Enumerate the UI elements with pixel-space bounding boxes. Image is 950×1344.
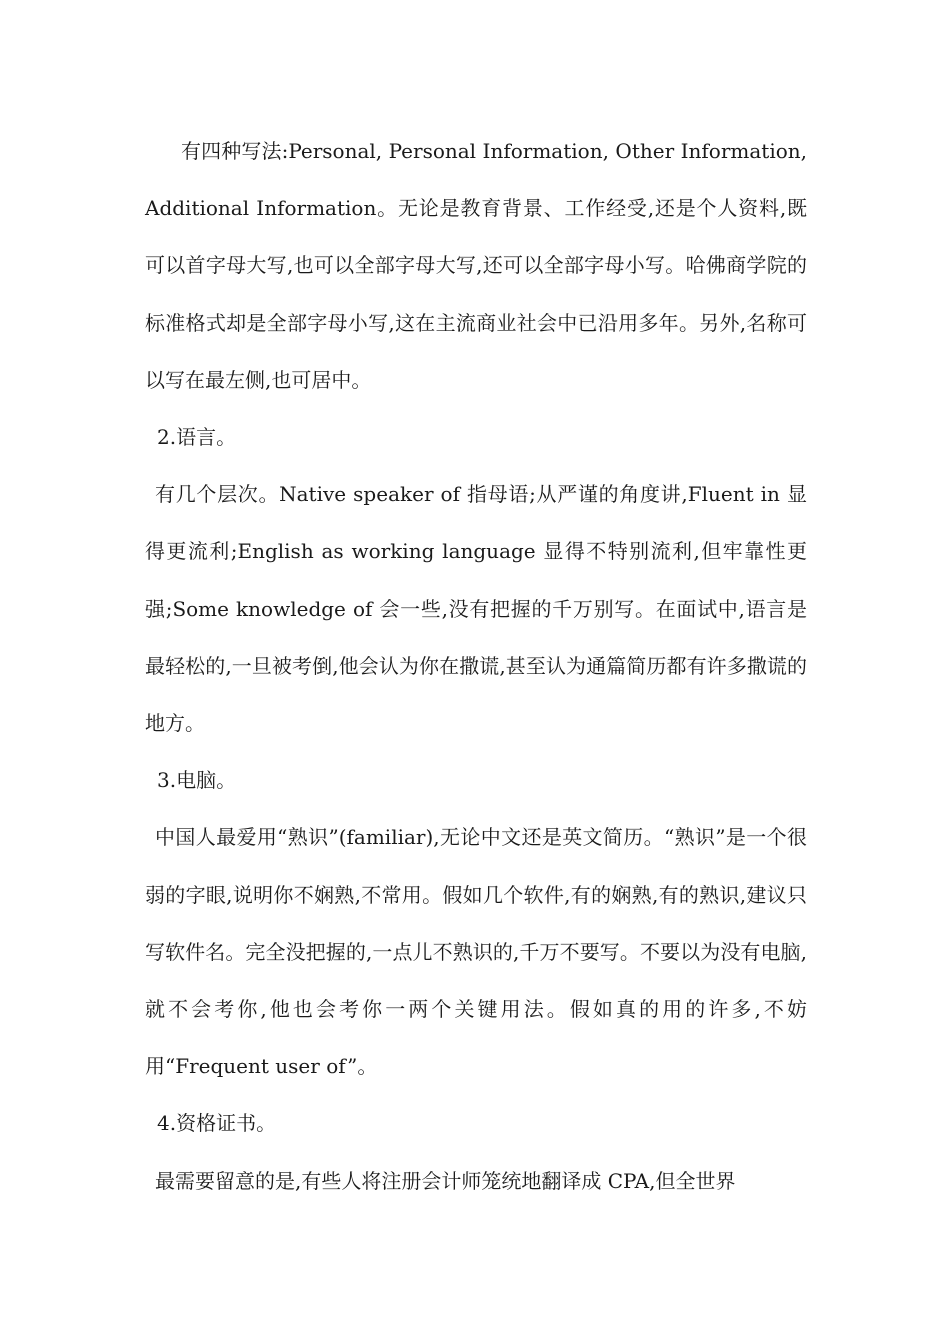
- paragraph-language-levels: 有几个层次。Native speaker of 指母语;从严谨的角度讲,Fluent in 显得更流利;English as working language 显得不特别流利,但牢靠性更强;Some knowledge of 会一些,没有把握的千万别写。在面试中,语言是最轻松的,一旦被考倒,他会认为你在撒谎,甚至认为通篇简历都有许多撒谎的地方。: [145, 482, 807, 736]
- paragraph-computer-skills: 中国人最爱用“熟识”(familiar),无论中文还是英文简历。“熟识”是一个很弱的字眼,说明你不娴熟,不常用。假如几个软件,有的娴熟,有的熟识,建议只写软件名。完全没把握的,一点儿不熟识的,千万不要写。不要以为没有电脑,就不会考你,他也会考你一两个关键用法。假如真的用的许多,不妨用“Frequent user of”。: [145, 825, 807, 1079]
- paragraph-certificates: 最需要留意的是,有些人将注册会计师笼统地翻译成 CPA,但全世界: [155, 1168, 736, 1193]
- paragraph-headings-formats: 有四种写法:Personal, Personal Information, Other Information, Additional Information。无论是教育背景、工作经受,还是个人资料,既可以首字母大写,也可以全部字母大写,还可以全部字母小写。哈佛商学院的标准格式却是全部字母小写,这在主流商业社会中已沿用多年。另外,名称可以写在最左侧,也可居中。: [145, 139, 807, 392]
- document-body: [145, 123, 807, 1210]
- section-heading-computer: 3.电脑。: [157, 768, 237, 793]
- section-heading-language: 2.语言。: [157, 425, 237, 450]
- section-heading-certificates: 4.资格证书。: [157, 1111, 277, 1136]
